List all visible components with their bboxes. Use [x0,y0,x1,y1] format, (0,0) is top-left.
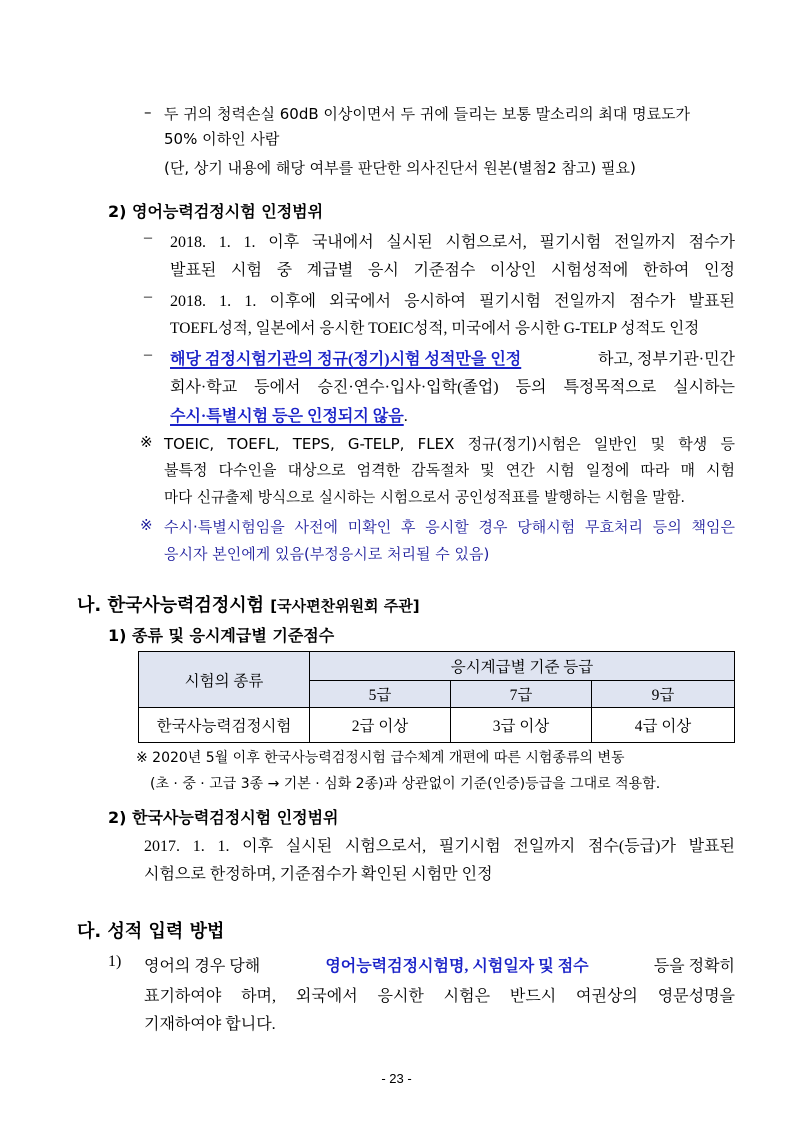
grade-9-header: 9급 [592,681,735,708]
table-row-label: 한국사능력검정시험 [139,708,310,743]
section-da-line-1-pre: 영어의 경우 당해 [144,958,261,975]
section-na-sub-2: 2) 한국사능력검정시험 인정범위 [108,808,339,827]
scope-item-1-line-1: 2018. 1. 1. 이후 국내에서 실시된 시험으로서, 필기시험 전일까지 점수가 [170,234,735,251]
kh-scope-line-2: 시험으로 한정하며, 기준점수가 확인된 시험만 인정 [144,866,493,883]
table-row [139,708,735,743]
hearing-line-2: 50% 이하인 사람 [164,130,280,148]
grade-5-header: 5급 [310,681,451,708]
grade-5-value: 2급 이상 [310,708,451,743]
special-exam-excluded-emphasis: 수시·특별시험 등은 인정되지 않음 [170,408,404,425]
scope-item-1-line-2: 발표된 시험 중 계급별 응시 기준점수 이상인 시험성적에 한하여 인정 [170,262,735,279]
scope-item-3-line-1 [170,346,735,369]
scope-item-1-dash: – [144,229,152,246]
note-1-line-1: TOEIC, TOEFL, TEPS, G-TELP, FLEX 정규(정기)시험은 일반인 및 학생 등 [164,435,735,453]
scope-item-3-line-3 [170,403,408,426]
grade-7-header: 7급 [451,681,592,708]
kh-scope-line-1: 2017. 1. 1. 이후 실시된 시험으로서, 필기시험 전일까지 점수(등급)가 발표된 [144,838,735,855]
section-da-line-1 [144,953,735,976]
scope-item-2-dash: – [144,288,152,305]
scope-item-3-line-2: 회사·학교 등에서 승진·연수·입사·입학(졸업) 등의 특정목적으로 실시하는 [170,379,735,396]
section-da-heading: 다. 성적 입력 방법 [77,921,225,942]
page-number: - 23 - [381,1071,412,1086]
note-1-line-3: 마다 신규출제 방식으로 실시하는 시험으로서 공인성적표를 발행하는 시험을 말함. [164,489,686,506]
note-2-line-2: 응시자 본인에게 있음(부정응시로 처리될 수 있음) [164,545,490,563]
table-group-header: 응시계급별 기준 등급 [310,652,735,681]
table-note-line-1: ※ 2020년 5월 이후 한국사능력검정시험 급수체계 개편에 따른 시험종류의 변동 [136,750,625,766]
note-2-line-1: 수시·특별시험임을 사전에 미확인 후 응시할 경우 당해시험 무효처리 등의 책임은 [164,518,735,536]
grade-7-value: 3급 이상 [451,708,592,743]
section-na-organizer: [국사편찬위원회 주관] [270,597,420,615]
english-scope-heading: 2) 영어능력검정시험 인정범위 [108,202,324,221]
hearing-line-1: 두 귀의 청력손실 60dB 이상이면서 두 귀에 들리는 보통 말소리의 최대 명료도가 [164,105,691,123]
note-2-mark: ※ [140,516,153,534]
scope-item-3-line-1-rest: 하고, 정부기관·민간 [598,351,735,368]
regular-exam-only-emphasis: 해당 검정시험기관의 정규(정기)시험 성적만을 인정 [170,351,522,368]
section-da-line-1-post: 등을 정확히 [653,958,735,975]
scope-item-3-dash: – [144,346,152,363]
hearing-note: (단, 상기 내용에 해당 여부를 판단한 의사진단서 원본(별첨2 참고) 필요) [164,159,636,177]
section-da-line-2: 표기하여야 하며, 외국에서 응시한 시험은 반드시 여권상의 영문성명을 [144,988,735,1005]
section-da-item-number: 1) [108,953,122,970]
grade-9-value: 4급 이상 [592,708,735,743]
table-note-line-2: (초 · 중 · 고급 3종 → 기본 · 심화 2종)과 상관없이 기준(인증)등급을 그대로 적용함. [150,776,661,792]
hearing-dash: – [144,103,152,121]
section-na-sub-1: 1) 종류 및 응시계급별 기준점수 [108,626,335,645]
section-da-line-3: 기재하여야 합니다. [144,1016,276,1033]
table-col-header: 시험의 종류 [139,652,310,708]
standard-score-table [138,651,735,743]
scope-item-2-line-1: 2018. 1. 1. 이후에 외국에서 응시하여 필기시험 전일까지 점수가 발표된 [170,293,735,310]
section-na-title: 나. 한국사능력검정시험 [77,595,264,616]
section-na-heading [77,591,420,617]
scope-item-3-end: . [403,408,408,425]
scope-item-2-line-2: TOEFL성적, 일본에서 응시한 TOEIC성적, 미국에서 응시한 G-TELP 성적도 인정 [170,320,700,337]
note-1-line-2: 불특정 다수인을 대상으로 엄격한 감독절차 및 연간 시험 일정에 따라 매 시험 [164,461,735,479]
required-fields-emphasis: 영어능력검정시험명, 시험일자 및 점수 [325,958,589,975]
note-1-mark: ※ [140,433,153,451]
